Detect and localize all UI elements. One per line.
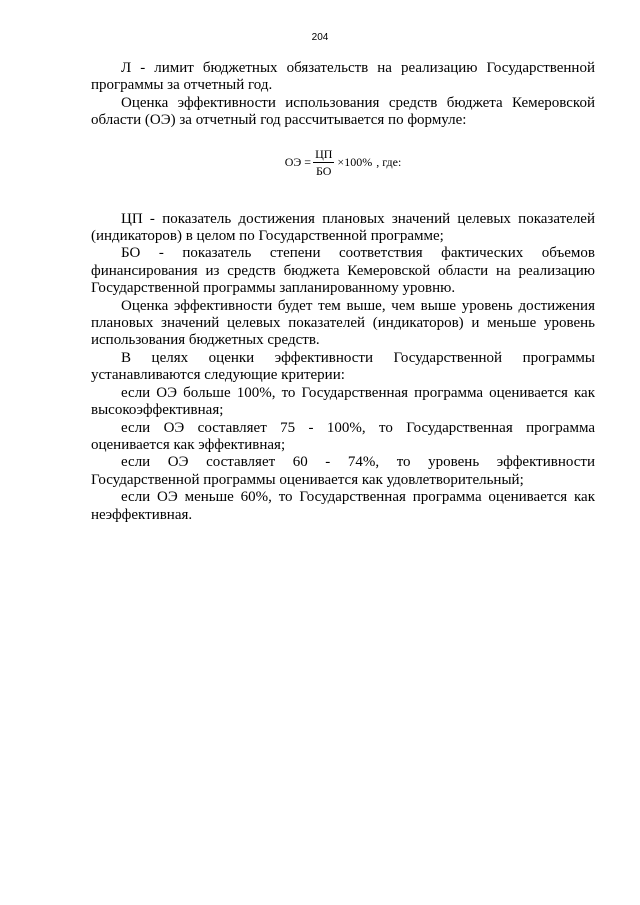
paragraph-criterion-ineffective: если ОЭ меньше 60%, то Государственная программа оценивается как неэффективная. [91, 489, 595, 523]
efficiency-formula [285, 147, 402, 178]
formula-suffix: , где: [376, 154, 402, 169]
formula-denominator: БО [316, 164, 332, 179]
paragraph-cp-definition: ЦП - показатель достижения плановых значений целевых показателей (индикаторов) в целом по Государственной программе; [91, 210, 595, 245]
page-number: 204 [311, 32, 329, 43]
paragraph-bo-definition: БО - показатель степени соответствия фактических объемов финансирования из средств бюджета Кемеровской области на реализацию Государственной программы запланированному уровню. [91, 245, 595, 297]
formula-numerator: ЦП [315, 147, 333, 162]
paragraph-efficiency-formula-intro: Оценка эффективности использования средств бюджета Кемеровской области (ОЭ) за отчетный год рассчитывается по формуле: [91, 94, 595, 129]
spacer [91, 196, 595, 211]
document-body [91, 60, 595, 524]
formula-fraction [313, 147, 334, 178]
paragraph-criteria-intro: В целях оценки эффективности Государственной программы устанавливаются следующие критерии: [91, 349, 595, 384]
formula-block [91, 130, 595, 196]
paragraph-limit-definition: Л - лимит бюджетных обязательств на реализацию Государственной программы за отчетный год. [91, 60, 595, 94]
paragraph-criterion-effective: если ОЭ составляет 75 - 100%, то Государственная программа оценивается как эффективная; [91, 419, 595, 453]
paragraph-efficiency-note: Оценка эффективности будет тем выше, чем выше уровень достижения плановых значений целевых показателей (индикаторов) и меньше уровень использования бюджетных средств. [91, 297, 595, 349]
formula-multiplier: ×100% [337, 154, 373, 169]
formula-lhs: ОЭ = [284, 154, 312, 169]
paragraph-criterion-satisfactory: если ОЭ составляет 60 - 74%, то уровень эффективности Государственной программы оценивается как удовлетворительный; [91, 454, 595, 488]
paragraph-criterion-high: если ОЭ больше 100%, то Государственная программа оценивается как высокоэффективная; [91, 384, 595, 419]
